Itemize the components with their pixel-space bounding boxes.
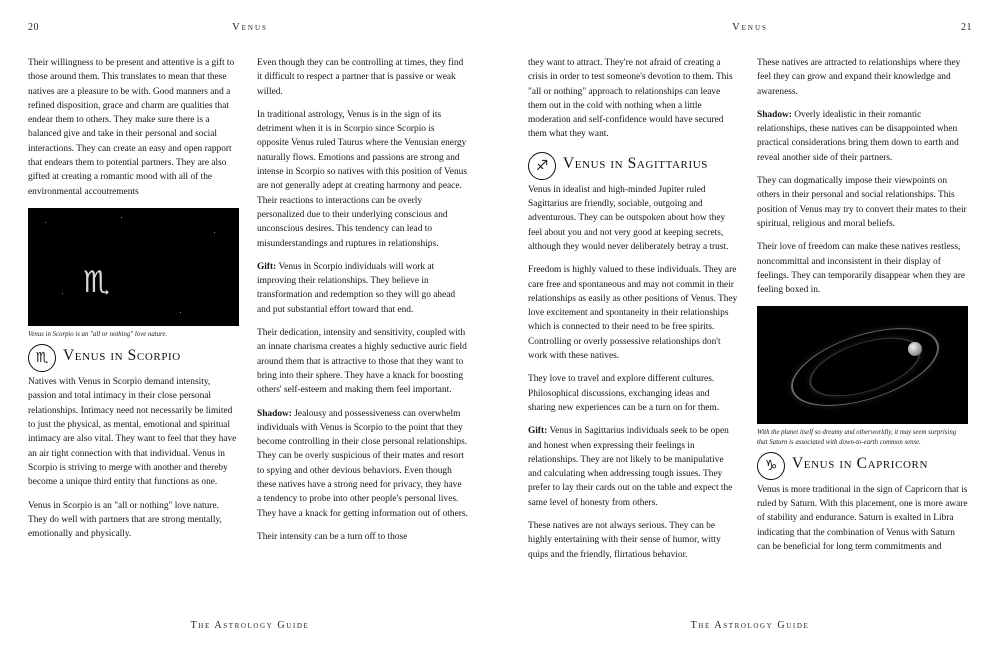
section-heading-venus-in-sagittarius	[528, 151, 739, 180]
right-page	[500, 0, 1000, 649]
right-columns	[528, 56, 972, 616]
section-title: Venus in Scorpio	[63, 347, 181, 365]
paragraph: Even though they can be controlling at times, they find it difficult to respect a partner that is passive or weak willed.	[257, 58, 464, 97]
right-page-header	[528, 22, 972, 42]
left-page-footer: The Astrology Guide	[190, 620, 310, 631]
section-heading-venus-in-scorpio	[28, 343, 239, 372]
left-column-1	[28, 56, 239, 616]
saturn-moon	[908, 342, 922, 356]
paragraph: Venus in idealist and high-minded Jupiter ruled Sagittarius are friendly, sociable, outgoing and adventurous. They can be outspoken about how they feel about you and not very good at keeping secrets, although they would never deliberately betray a trust.	[528, 184, 729, 252]
section-title: Venus in Sagittarius	[563, 154, 709, 172]
left-column-2	[257, 56, 468, 616]
paragraph: Their dedication, intensity and sensitivity, coupled with an innate charisma creates a highly seductive auric field around them that is attractive to those that they want to bring into their sphere. They have a knack for boosting others' self-esteem and making them feel important.	[257, 328, 467, 396]
paragraph: Freedom is highly valued to these individuals. They are care free and spontaneous and may not commit in their relationships as easily as other positions of Venus. They love excitement and spontaneity in their relationships which is connected to their need to be free spirits. Controlling or overly possessive relationships don't work with these natives.	[528, 265, 738, 362]
paragraph: they want to attract. They're not afraid of creating a crisis in order to test someone's devotion to them. This "all or nothing" approach to relationships can leave them out in the cold with nothing when a little moderation and self-confidence would have secured them what they want.	[528, 58, 733, 140]
section-title: Venus in Capricorn	[792, 454, 929, 472]
right-page-footer: The Astrology Guide	[690, 620, 810, 631]
section-heading-venus-in-capricorn	[757, 451, 968, 480]
capricorn-glyph-icon: ♑	[757, 452, 785, 480]
paragraph: Their willingness to be present and attentive is a gift to those around them. This translates to mean that these natives are a pleasure to be with. Good manners and a refined disposition, grace and charm are qualities that endear them to others. They make sure there is a balanced give and take in their personal and social interactions. They can create an easy and open rapport that endears them to potential partners. They are also gifted at creating a romantic mood with all of the environmental accoutrements	[28, 58, 235, 197]
right-column-2	[757, 56, 968, 616]
paragraph: These natives are not always serious. They can be highly entertaining with their sense of humor, witty quips and the friendly, flirtatious behavior.	[528, 521, 721, 560]
paragraph: Venus is more traditional in the sign of Capricorn that is ruled by Saturn. With this placement, one is more aware of stability and endurance. Saturn is exalted in Libra indicating that the combination of Venus with Saturn can be beneficial for long term commitments and	[757, 484, 968, 552]
left-page-header	[28, 22, 472, 42]
shadow-label: Shadow:	[757, 109, 792, 120]
paragraph: Natives with Venus in Scorpio demand intensity, passion and total intimacy in their close personal relationships. Intimacy need not necessarily be limited to just the physical, as mental, emotional and spiritual intimacy are also vital. They want to feel that they have an air tight connection with that individual. Venus in Scorpio is striving to merge with another and thereby become a unique third entity that functions as one.	[28, 377, 237, 488]
paragraph: Venus in Scorpio is an "all or nothing" love nature. They do well with partners that are strong mentally, emotionally and physically.	[28, 500, 222, 540]
paragraph-gift	[257, 260, 468, 317]
gift-text: Venus in Sagittarius individuals seek to be open and honest when expressing their feelings in relationships. They are not likely to be manipulative and calculating when addressing tough issues. They prefer to lay their cards out on the table and expect the same level of honesty from others.	[528, 426, 733, 508]
figure-caption: With the planet itself so dreamy and otherworldly, it may seem surprising that Saturn is associated with down-to-earth common sense.	[757, 429, 957, 446]
shadow-text: Jealousy and possessiveness can overwhelm individuals with Venus is Scorpio to the point that they become controlling in their close personal relationships. They can be overly suspicious of their mates and resort to spying and other devious behaviors. Even though these natives have a strong need for privacy, they have a tendency to probe into other people's personal lives. They have a knack for getting information out of others.	[257, 408, 468, 519]
paragraph-shadow	[257, 407, 468, 521]
paragraph: They can dogmatically impose their viewpoints on others in their personal and social relationships. This position of Venus may try to convert their mates to their spiritual, religious and moral beliefs.	[757, 176, 967, 229]
paragraph: Their love of freedom can make these natives restless, noncommittal and inconsistent in their display of feelings. They can temporarily disappear when they are feeling boxed in.	[757, 242, 966, 296]
paragraph: They love to travel and explore different cultures. Philosophical discussions, exchanging ideas and sharing new experiences can be a turn on for them.	[528, 374, 720, 413]
scorpio-glyph-icon: ♏	[28, 344, 56, 372]
figure-venus-scorpio	[28, 208, 239, 339]
figure-caption: Venus in Scorpio is an "all or nothing" love nature.	[28, 330, 168, 338]
paragraph: In traditional astrology, Venus is in the sign of its detriment when it is in Scorpio since Scorpio is opposite Venus ruled Taurus where the Venusian energy naturally flows. Emotions and passions are strong and intense in Scorpio so natives with this position of Venus are not generally adept at creating harmony and peace. Their reactions to interactions can be overly personalized due to their underlying conscious and unconscious desires. This tendency can lead to misunderstandings and ruptures in relationships.	[257, 109, 467, 249]
paragraph-shadow	[757, 108, 968, 165]
paragraph-gift	[528, 424, 739, 510]
paragraph: Their intensity can be a turn off to those	[257, 531, 408, 542]
page-gutter	[500, 0, 501, 649]
shadow-text: Overly idealistic in their romantic relationships, these natives can be disappointed when practical considerations bring them down to earth and reveal another side of their partners.	[757, 109, 959, 163]
saturn-image	[757, 306, 968, 424]
scorpio-glyph-icon: ♏	[82, 264, 110, 300]
left-columns	[28, 56, 472, 616]
gift-label: Gift:	[528, 426, 548, 437]
paragraph: These natives are attracted to relationships where they feel they can grow and expand their knowledge and awareness.	[757, 58, 961, 97]
venus-scorpio-image	[28, 208, 239, 326]
right-column-1	[528, 56, 739, 616]
figure-saturn	[757, 306, 968, 446]
right-running-title: Venus	[732, 22, 768, 33]
right-page-folio: 21	[961, 22, 972, 33]
gift-label: Gift:	[257, 261, 277, 272]
gift-text: Venus in Scorpio individuals will work at improving their relationships. They believe in transformation and redemption so they will go ahead and put substantial effort toward that end.	[257, 261, 456, 315]
sagittarius-glyph-icon: ♐	[528, 152, 556, 180]
left-page-folio: 20	[28, 22, 39, 33]
left-running-title: Venus	[232, 22, 268, 33]
shadow-label: Shadow:	[257, 408, 292, 419]
